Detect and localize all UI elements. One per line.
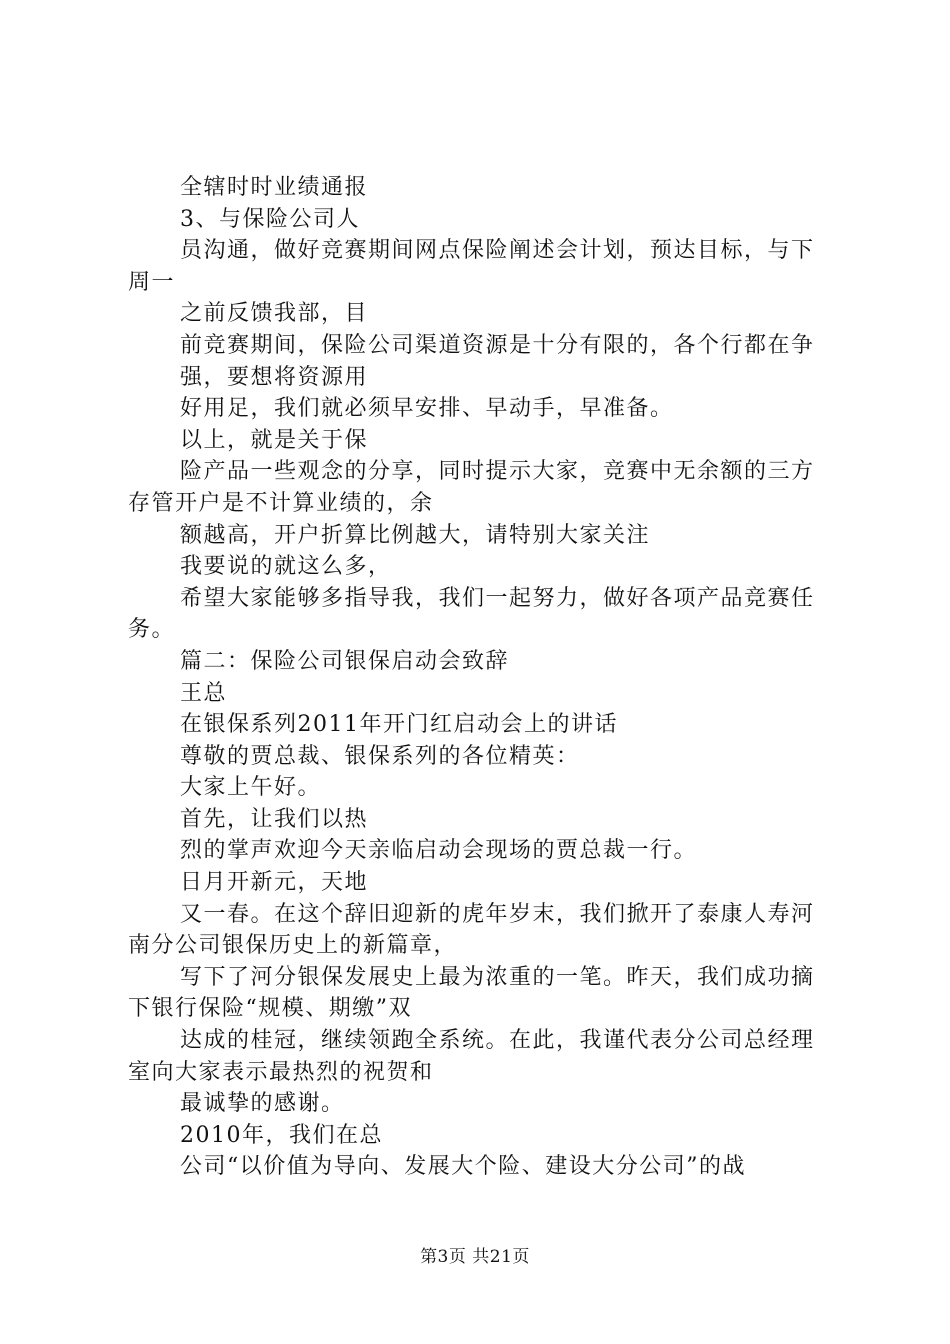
- page-number-footer: 第3页 共21页: [420, 1247, 530, 1267]
- paragraph: 全辖时时业绩通报: [180, 175, 369, 200]
- paragraph: 写下了河分银保发展史上最为浓重的一笔。昨天，我们成功摘下银行保险“规模、期缴”双: [128, 964, 815, 1022]
- speaker-name: 王总: [180, 680, 228, 706]
- paragraph: 额越高，开户折算比例越大，请特别大家关注: [180, 522, 651, 548]
- paragraph: 最诚挚的感谢。: [180, 1091, 345, 1117]
- greeting: 大家上午好。: [180, 775, 322, 801]
- document-body: [128, 172, 833, 1183]
- paragraph: 强，要想将资源用: [180, 364, 369, 390]
- paragraph: 我要说的就这么多，: [180, 554, 392, 580]
- paragraph: 公司“以价值为导向、发展大个险、建设大分公司”的战: [180, 1154, 746, 1180]
- paragraph: 烈的掌声欢迎今天亲临启动会现场的贾总裁一行。: [180, 838, 698, 864]
- paragraph: 好用足，我们就必须早安排、早动手，早准备。: [180, 396, 674, 422]
- paragraph: 员沟通，做好竞赛期间网点保险阐述会计划，预达目标，与下周一: [128, 238, 815, 295]
- speech-title: 在银保系列2011年开门红启动会上的讲话: [180, 712, 618, 738]
- paragraph: 又一春。在这个辞旧迎新的虎年岁末，我们掀开了泰康人寿河南分公司银保历史上的新篇章，: [128, 901, 815, 959]
- paragraph: 日月开新元，天地: [180, 870, 369, 896]
- paragraph: 之前反馈我部，目: [180, 301, 369, 327]
- paragraph: 前竞赛期间，保险公司渠道资源是十分有限的，各个行都在争: [180, 332, 815, 358]
- paragraph: 首先，让我们以热: [180, 806, 369, 832]
- paragraph: 达成的桂冠，继续领跑全系统。在此，我谨代表分公司总经理室向大家表示最热烈的祝贺和: [128, 1028, 815, 1085]
- paragraph: 以上，就是关于保: [180, 427, 369, 453]
- section-heading: 篇二：保险公司银保启动会致辞: [180, 648, 510, 674]
- paragraph: 2010年，我们在总: [180, 1122, 383, 1148]
- paragraph: 希望大家能够多指导我，我们一起努力，做好各项产品竞赛任务。: [128, 585, 815, 643]
- salutation: 尊敬的贾总裁、银保系列的各位精英：: [180, 743, 580, 769]
- paragraph: 险产品一些观念的分享，同时提示大家，竞赛中无余额的三方存管开户是不计算业绩的，余: [128, 459, 815, 516]
- paragraph: 3、与保险公司人: [180, 206, 360, 232]
